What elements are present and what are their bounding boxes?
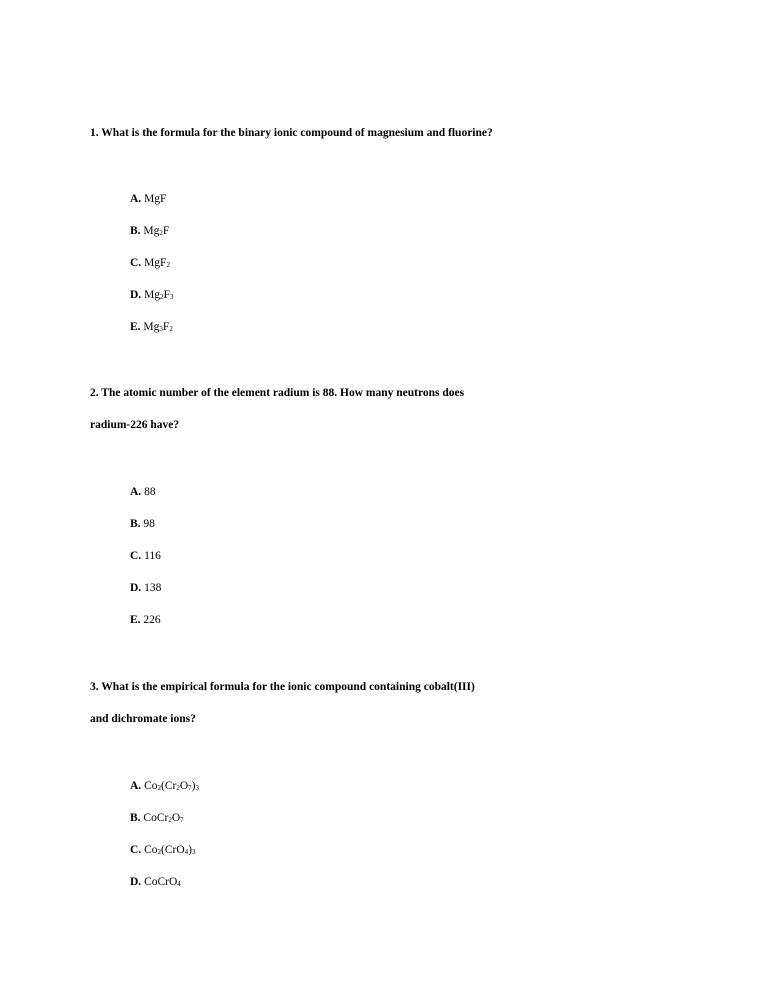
- option-text: 116: [144, 550, 161, 562]
- option-text: 138: [144, 582, 162, 594]
- option-label: A.: [130, 780, 142, 792]
- option-text: 226: [143, 614, 161, 626]
- q1-option-a: [130, 192, 166, 206]
- option-text: CoCrO$_4$: [144, 876, 181, 888]
- q3-option-d: [130, 875, 181, 889]
- q1-option-e: [130, 320, 173, 334]
- option-label: B.: [130, 812, 141, 824]
- q1-option-d: [130, 288, 173, 302]
- option-text: MgF: [144, 193, 167, 205]
- option-text: $Co_2(Cr_2O_7)_3$: [144, 780, 199, 792]
- question-2-text-line-1: 2. The atomic number of the element radium is 88. How many neutrons does: [90, 387, 465, 399]
- option-label: E.: [130, 614, 141, 626]
- q3-option-c: [130, 843, 195, 857]
- option-text: 98: [143, 518, 155, 530]
- option-label: E.: [130, 321, 141, 333]
- option-label: C.: [130, 844, 142, 856]
- option-text: $CoCr_2O_7$: [143, 812, 184, 824]
- option-text: $Mg_2F$: [143, 225, 170, 237]
- option-label: A.: [130, 193, 142, 205]
- option-label: C.: [130, 257, 142, 269]
- question-2-text-line-2: radium-226 have?: [90, 419, 180, 431]
- q3-option-b: [130, 811, 184, 825]
- option-label: D.: [130, 582, 142, 594]
- option-label: D.: [130, 289, 142, 301]
- question-3-text-line-2: and dichromate ions?: [90, 713, 196, 725]
- q2-option-e: [130, 613, 161, 627]
- option-text: $Mg_2F_3$: [144, 289, 174, 301]
- q2-option-c: [130, 549, 161, 563]
- option-text: 88: [144, 486, 156, 498]
- question-3-text-line-1: 3. What is the empirical formula for the ionic compound containing cobalt(III): [90, 681, 475, 693]
- q3-option-a: [130, 779, 199, 793]
- q2-option-b: [130, 517, 155, 531]
- option-label: B.: [130, 518, 141, 530]
- option-text: $Mg_3F_2$: [143, 321, 173, 333]
- q1-option-c: [130, 256, 170, 270]
- option-label: D.: [130, 876, 142, 888]
- option-text: MgF$_2$: [144, 257, 170, 269]
- q1-option-b: [130, 224, 169, 238]
- option-label: A.: [130, 486, 142, 498]
- option-label: C.: [130, 550, 142, 562]
- option-text: $Co_2(CrO_4)_3$: [144, 844, 196, 856]
- question-1-text: 1. What is the formula for the binary ionic compound of magnesium and fluorine?: [90, 127, 493, 139]
- option-label: B.: [130, 225, 141, 237]
- q2-option-d: [130, 581, 161, 595]
- q2-option-a: [130, 485, 156, 499]
